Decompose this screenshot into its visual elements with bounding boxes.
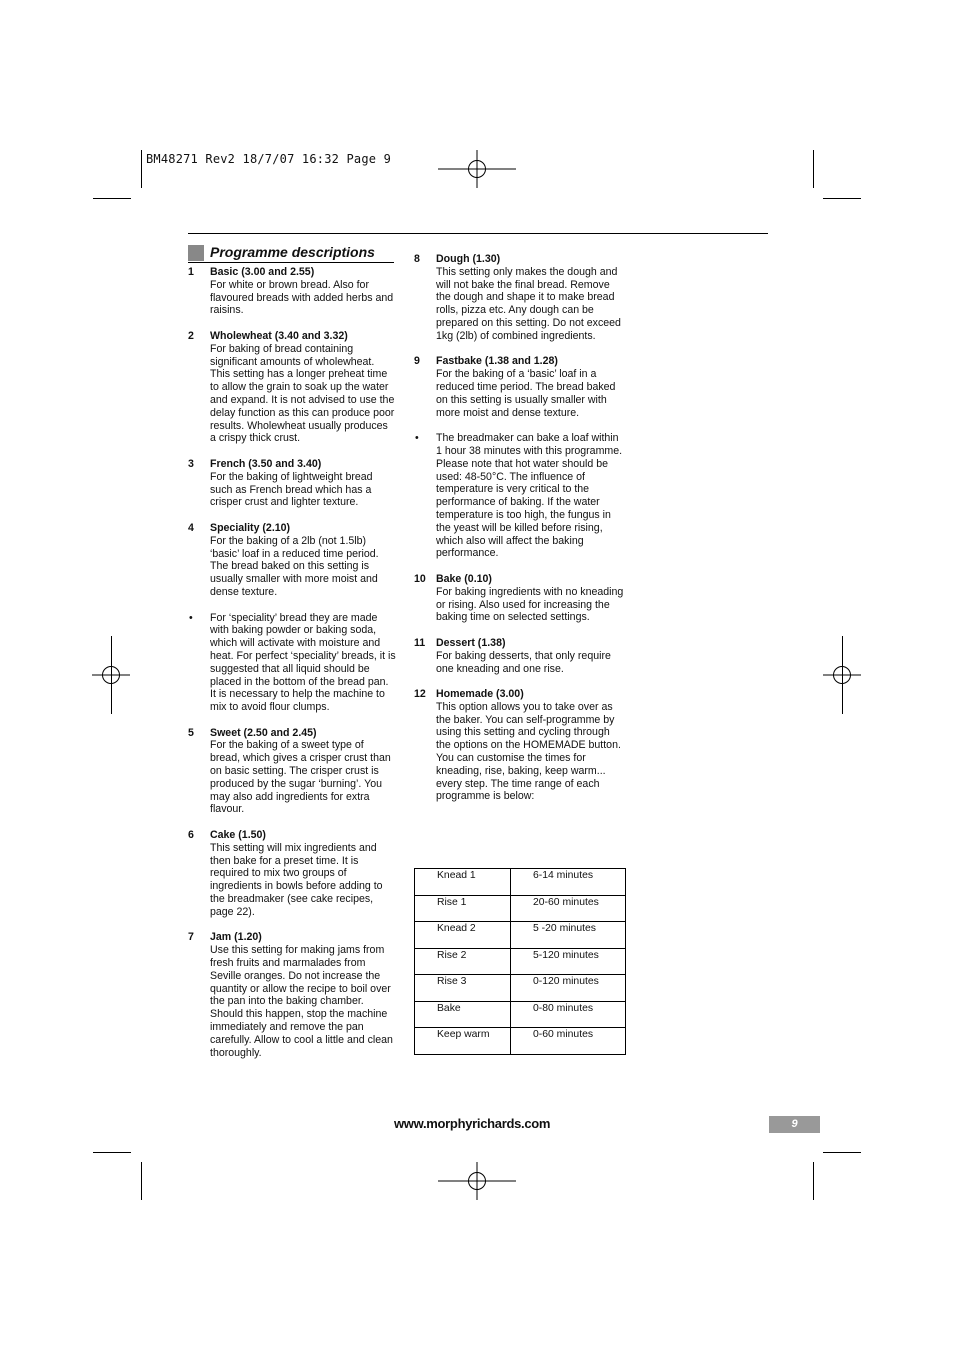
- crop-mark: [93, 198, 131, 199]
- programme-number: 12: [414, 688, 426, 701]
- programme-number: 2: [188, 329, 194, 342]
- programme-number: 10: [414, 572, 426, 585]
- programme-item: [414, 253, 624, 343]
- programme-description: The breadmaker can bake a loaf within 1 hour 38 minutes with this programme. Please note that hot water should be used: 48-50°C. The influence of temperature is very critical to the performance of baking. If the water temperature is too high, the fungus in the yeast will be killed before rising, which also will affect the baking performance.: [436, 432, 623, 560]
- crop-mark: [141, 150, 142, 188]
- table-row: [415, 1001, 626, 1028]
- programme-item: [188, 522, 396, 599]
- step-name-cell: Knead 2: [415, 922, 511, 949]
- step-name-cell: Rise 3: [415, 975, 511, 1002]
- programme-heading: Speciality (2.10): [210, 521, 291, 534]
- footer-url[interactable]: www.morphyrichards.com: [394, 1116, 551, 1131]
- programme-number: 3: [188, 457, 194, 470]
- programme-number: 1: [188, 266, 194, 278]
- programme-description: For ‘speciality’ bread they are made with baking powder or baking soda, which will activate with moisture and heat. For perfect ‘speciality’ breads, it is suggested that all liquid should be placed in the bottom of the bread pan. It is necessary to help the machine to mix to avoid flour clumps.: [210, 611, 396, 714]
- programme-number: 5: [188, 726, 194, 739]
- right-column: [414, 253, 624, 816]
- section-marker-icon: [188, 245, 204, 261]
- programme-description: For the baking of a sweet type of bread, which gives a crisper crust than on basic setting. The crisper crust is produced by the sugar ‘burning’. You may also add ingredients for extra flavour.: [210, 739, 391, 816]
- time-range-cell: 6-14 minutes: [511, 869, 626, 896]
- time-range-table: [414, 868, 626, 1055]
- programme-description: Use this setting for making jams from fresh fruits and marmalades from Seville oranges. Do not increase the quantity or allow the recipe to boil over the pan into the baking chamber. Should this happen, stop the machine immediately and remove the pan carefully. Allow to cool a little and clean thoroughly.: [210, 944, 393, 1059]
- page-number: 9: [769, 1116, 820, 1133]
- programme-item: [188, 829, 396, 919]
- programme-item: [188, 330, 396, 445]
- registration-line: [438, 1180, 516, 1182]
- crop-mark: [93, 1152, 131, 1153]
- programme-heading: Bake (0.10): [436, 572, 492, 585]
- registration-line: [111, 636, 112, 714]
- programme-number: 8: [414, 253, 420, 265]
- programme-description: This setting will mix ingredients and then bake for a preset time. It is required to mix two groups of ingredients in bowls before adding to the breadmaker (see cake recipes, page 22).: [210, 841, 383, 918]
- programme-heading: Basic (3.00 and 2.55): [210, 266, 315, 278]
- step-name-cell: Knead 1: [415, 869, 511, 896]
- programme-item: [414, 355, 624, 419]
- time-range-cell: 5 -20 minutes: [511, 922, 626, 949]
- programme-description: For baking desserts, that only require one kneading and one rise.: [436, 649, 611, 675]
- programme-description: For the baking of a 2lb (not 1.5lb) ‘basic’ loaf in a reduced time period. The bread baked on this setting is usually smaller with more moist and dense texture.: [210, 534, 379, 598]
- time-range-cell: 0-80 minutes: [511, 1001, 626, 1028]
- time-range-cell: 0-60 minutes: [511, 1028, 626, 1055]
- programme-heading: Cake (1.50): [210, 829, 266, 842]
- programme-item: [414, 688, 624, 803]
- bullet-marker: •: [189, 611, 193, 624]
- step-name-cell: Rise 2: [415, 948, 511, 975]
- programme-description: For the baking of lightweight bread such as French bread which has a crisper crust and lighter texture.: [210, 470, 373, 509]
- programme-heading: Dough (1.30): [436, 253, 501, 265]
- table-row: [415, 895, 626, 922]
- programme-heading: Jam (1.20): [210, 931, 262, 944]
- programme-item: [188, 727, 396, 817]
- programme-number: 7: [188, 931, 194, 944]
- printer-slug: BM48271 Rev2 18/7/07 16:32 Page 9: [146, 152, 392, 166]
- registration-line: [842, 636, 843, 714]
- programme-heading: Dessert (1.38): [436, 636, 506, 649]
- step-name-cell: Bake: [415, 1001, 511, 1028]
- programme-item: [188, 266, 396, 317]
- programme-description: For white or brown bread. Also for flavoured breads with added herbs and raisins.: [210, 278, 394, 317]
- programme-number: 9: [414, 355, 420, 368]
- programme-heading: Fastbake (1.38 and 1.28): [436, 355, 558, 368]
- programme-description: For baking ingredients with no kneading or rising. Also used for increasing the baking time on selected settings.: [436, 585, 624, 624]
- bullet-note: [414, 432, 624, 560]
- programme-heading: French (3.50 and 3.40): [210, 457, 322, 470]
- programme-item: [414, 573, 624, 624]
- programme-number: 6: [188, 829, 194, 842]
- table-row: [415, 975, 626, 1002]
- programme-item: [414, 637, 624, 675]
- programme-heading: Wholewheat (3.40 and 3.32): [210, 329, 348, 342]
- crop-mark: [813, 150, 814, 188]
- programme-description: This setting only makes the dough and will not bake the final bread. Remove the dough and shape it to make bread rolls, pizza etc. Any dough can be prepared on this setting. Do not exceed 1kg (2lb) of combined ingredients.: [436, 265, 621, 342]
- crop-mark: [813, 1162, 814, 1200]
- table-row: [415, 922, 626, 949]
- crop-mark: [141, 1162, 142, 1200]
- registration-line: [438, 168, 516, 170]
- table-row: [415, 948, 626, 975]
- step-name-cell: Keep warm: [415, 1028, 511, 1055]
- programme-description: For baking of bread containing significant amounts of wholewheat. This setting has a longer preheat time to allow the grain to soak up the water and expand. It is not advised to use the delay function as this can produce poor results. Wholewheat usually produces a crispy thick crust.: [210, 342, 395, 445]
- time-range-cell: 20-60 minutes: [511, 895, 626, 922]
- left-column: [188, 266, 396, 1072]
- time-range-cell: 5-120 minutes: [511, 948, 626, 975]
- crop-mark: [823, 198, 861, 199]
- bullet-note: [188, 612, 396, 714]
- programme-item: [188, 458, 396, 509]
- table-row: [415, 1028, 626, 1055]
- programme-number: 11: [414, 636, 426, 649]
- bullet-marker: •: [415, 432, 419, 445]
- section-title: Programme descriptions: [210, 244, 375, 260]
- programme-item: [188, 931, 396, 1059]
- crop-mark: [823, 1152, 861, 1153]
- table-row: [415, 869, 626, 896]
- header-rule: [188, 233, 768, 234]
- programme-description: For the baking of a ‘basic’ loaf in a reduced time period. The bread baked on this setting is usually smaller with more moist and dense texture.: [436, 368, 616, 419]
- step-name-cell: Rise 1: [415, 895, 511, 922]
- programme-number: 4: [188, 521, 194, 534]
- time-range-cell: 0-120 minutes: [511, 975, 626, 1002]
- programme-heading: Sweet (2.50 and 2.45): [210, 726, 317, 739]
- programme-description: This option allows you to take over as the baker. You can self-programme by using this setting and cycling through the options on the HOMEMADE button. You can customise the times for kneading, rise, baking, keep warm... every step. The time range of each programme is below:: [436, 700, 621, 803]
- programme-heading: Homemade (3.00): [436, 688, 524, 701]
